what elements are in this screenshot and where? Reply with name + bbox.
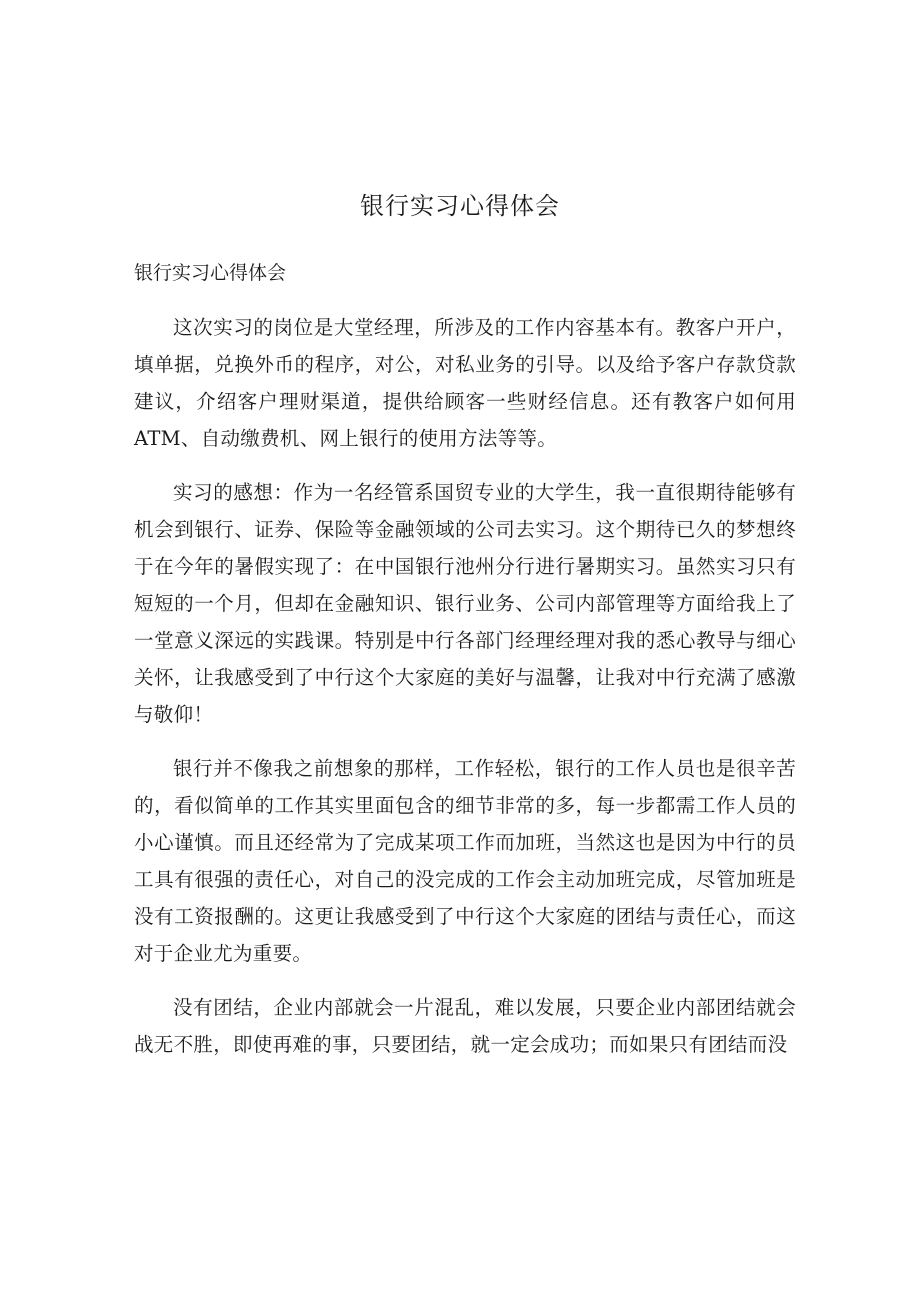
document-title: 银行实习心得体会 bbox=[360, 192, 560, 220]
document-body bbox=[134, 309, 796, 1080]
document-subtitle: 银行实习心得体会 bbox=[134, 262, 287, 284]
paragraph-teamwork: 没有团结，企业内部就会一片混乱，难以发展，只要企业内部团结就会战无不胜，即使再难的事，只要团结，就一定会成功；而如果只有团结而没 bbox=[134, 996, 796, 1056]
paragraph-bank-work: 银行并不像我之前想象的那样，工作轻松，银行的工作人员也是很辛苦的，看似简单的工作其实里面包含的细节非常的多，每一步都需工作人员的小心谨慎。而且还经常为了完成某项工作而加班，当然这也是因为中行的员工具有很强的责任心，对自己的没完成的工作会主动加班完成，尽管加班是没有工资报酬的。这更让我感受到了中行这个大家庭的团结与责任心，而这对于企业尤为重要。 bbox=[134, 757, 796, 965]
paragraph-internship-impressions: 实习的感想：作为一名经管系国贸专业的大学生，我一直很期待能够有机会到银行、证券、保险等金融领域的公司去实习。这个期待已久的梦想终于在今年的暑假实现了：在中国银行池州分行进行暑期实习。虽然实习只有短短的一个月，但却在金融知识、银行业务、公司内部管理等方面给我上了一堂意义深远的实践课。特别是中行各部门经理经理对我的悉心教导与细心关怀，让我感受到了中行这个大家庭的美好与温馨，让我对中行充满了感激与敬仰！ bbox=[134, 481, 796, 726]
paragraph-job-duties: 这次实习的岗位是大堂经理，所涉及的工作内容基本有。教客户开户，填单据，兑换外币的程序，对公，对私业务的引导。以及给予客户存款贷款建议，介绍客户理财渠道，提供给顾客一些财经信息。还有教客户如何用ATM、自动缴费机、网上银行的使用方法等等。 bbox=[134, 316, 796, 450]
